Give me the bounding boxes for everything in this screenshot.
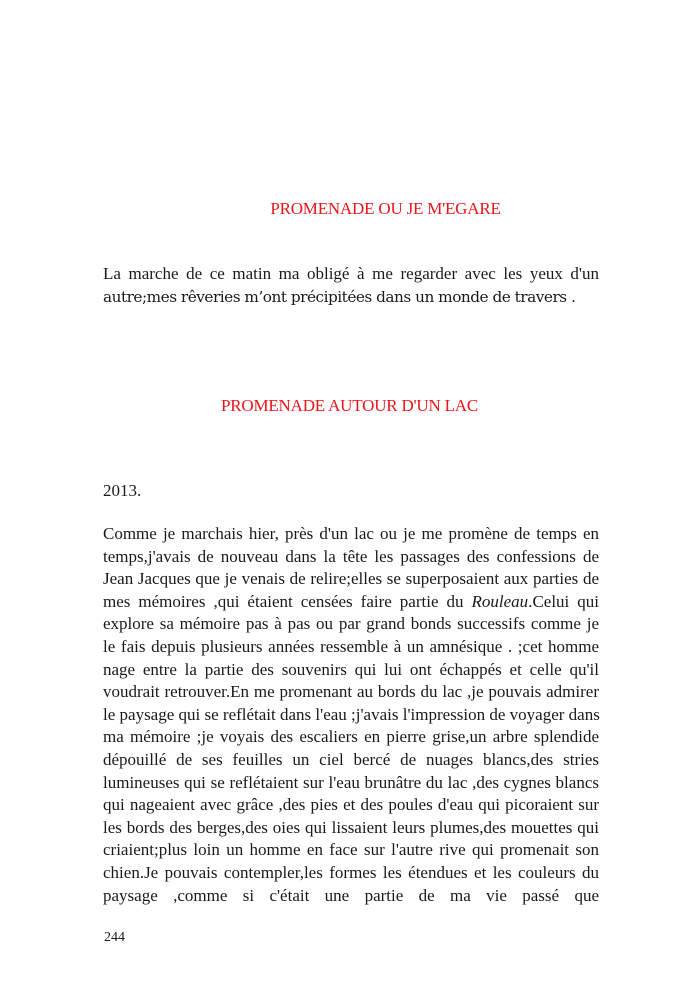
text-line: le paysage qui se reflétait dans l'eau ;j'avais l'impression de voyager dans [103, 704, 600, 724]
text-line: temps,j'avais de nouveau dans la tête les passages des confessions de [103, 546, 599, 566]
year-label: 2013. [103, 481, 142, 500]
section-title-promenade-lac: PROMENADE AUTOUR D'UN LAC [220, 396, 478, 415]
text-line: criaient;plus loin un homme en face sur l'autre rive qui promenait son [103, 840, 599, 860]
intro-paragraph [103, 263, 599, 308]
text-line: qui nageaient avec grâce ,des pies et des poules d'eau qui picoraient sur [103, 795, 599, 815]
text-line: ma mémoire ;je voyais des escaliers en pierre grise,un arbre splendide [103, 727, 599, 747]
text-line: paysage ,comme si c'était une partie de ma vie passé que [103, 885, 599, 905]
text-line: chien.Je pouvais contempler,les formes les étendues et les couleurs du [103, 862, 599, 882]
page-number: 244 [104, 930, 125, 945]
text-line: Comme je marchais hier, près d'un lac ou je me promène de temps en [103, 524, 599, 543]
text-line: autre;mes rêveries m’ont précipitées dans un monde de travers . [103, 287, 576, 306]
text-segment: mes mémoires ,qui étaient censées faire partie du [103, 591, 472, 611]
text-line: La marche de ce matin ma obligé à me regarder avec les yeux d'un [103, 264, 599, 283]
text-segment: .Celui qui [528, 591, 599, 611]
text-line: dépouillé de ses feuilles un ciel bercé de nuages blancs,des stries [103, 749, 599, 769]
text-line: nage entre la partie des souvenirs qui lui ont échappés et celle qu'il [103, 659, 599, 679]
section-title-promenade-egare: PROMENADE OU JE M'EGARE [270, 199, 501, 218]
text-line: explore sa mémoire pas à pas ou par grand bonds successifs comme je [103, 614, 599, 634]
text-line: Jean Jacques que je venais de relire;elles se superposaient aux parties de [103, 569, 599, 589]
body-paragraph [103, 523, 599, 907]
text-line: voudrait retrouver.En me promenant au bords du lac ,je pouvais admirer [103, 682, 599, 702]
italic-title-rouleau: Rouleau [471, 591, 529, 611]
text-line-with-italic [103, 591, 599, 614]
text-line: lumineuses qui se reflétaient sur l'eau brunâtre du lac ,des cygnes blancs [103, 772, 599, 792]
text-line: le fais depuis plusieurs années ressemble à un amnésique . ;cet homme [103, 636, 599, 656]
text-line: les bords des berges,des oies qui lissaient leurs plumes,des mouettes qui [103, 817, 599, 837]
